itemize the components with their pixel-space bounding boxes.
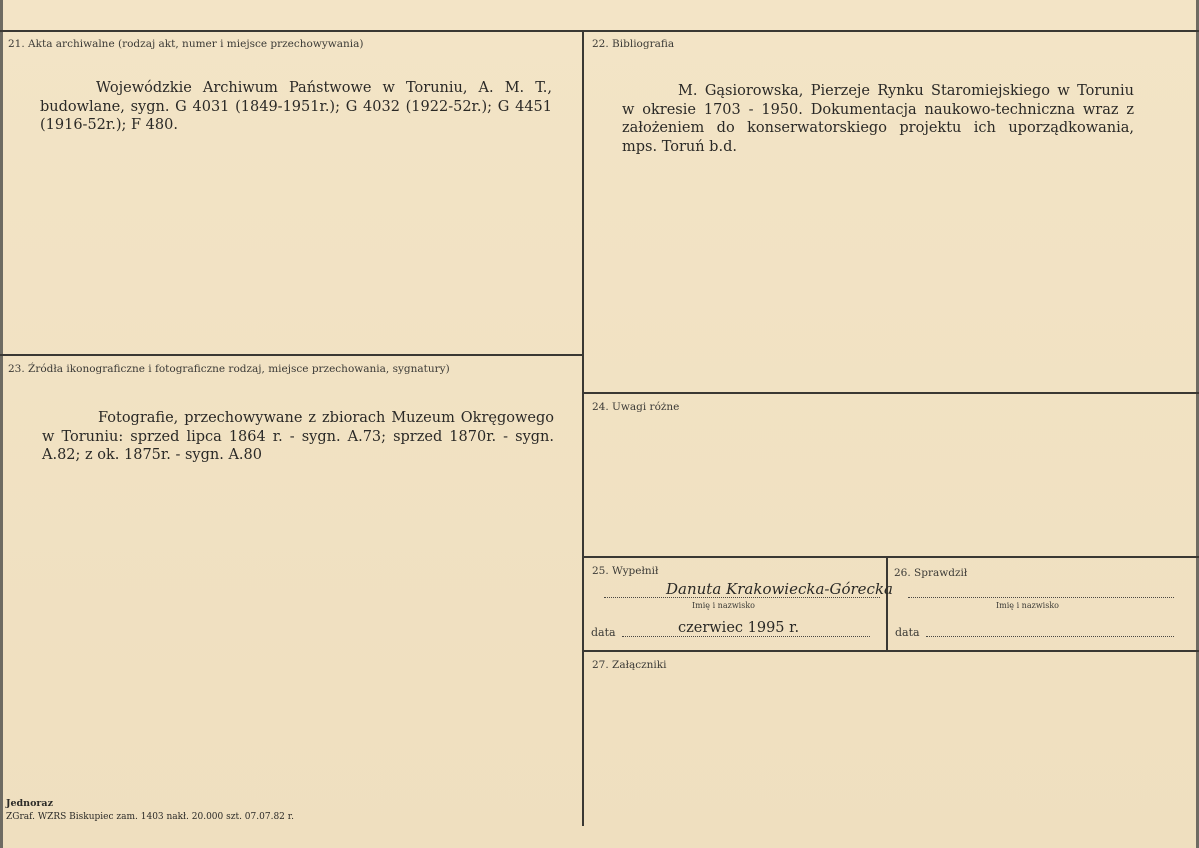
center-divider (582, 30, 584, 826)
section-27-label: 27. Załączniki (592, 659, 667, 671)
filled-by-name-line (604, 597, 880, 598)
checked-by-date-label: data (895, 626, 920, 639)
divider-22-24 (584, 392, 1199, 394)
left-edge (0, 0, 3, 848)
footer-line-2: ZGraf. WZRS Biskupiec zam. 1403 nakł. 20.000 szt. 07.07.82 r. (6, 812, 294, 822)
divider-25-27 (584, 650, 1199, 652)
divider-24-25 (584, 556, 1199, 558)
divider-25-26 (886, 556, 888, 652)
section-22-text: M. Gąsiorowska, Pierzeje Rynku Staromiejskiego w Toruniu w okresie 1703 - 1950. Dokumentacja naukowo-techniczna wraz z założeniem do konserwatorskiego projektu ich uporządkowania, mps. Toruń b.d. (622, 83, 1134, 155)
filled-by-name-caption: Imię i nazwisko (692, 601, 755, 610)
footer-line-1: Jednoraz (6, 798, 53, 809)
checked-by-name-line (908, 597, 1174, 598)
divider-21-23 (0, 354, 584, 356)
filled-by-name: Danuta Krakowiecka-Górecka (666, 580, 893, 598)
top-rule (0, 30, 1199, 32)
section-21-label: 21. Akta archiwalne (rodzaj akt, numer i miejsce przechowywania) (8, 38, 364, 50)
section-21-text: Wojewódzkie Archiwum Państwowe w Toruniu, A. M. T., budowlane, sygn. G 4031 (1849-1951r.); G 4032 (1922-52r.); G 4451 (1916-52r.); F 480. (40, 80, 552, 133)
section-25-label: 25. Wypełnił (592, 565, 659, 577)
section-26-label: 26. Sprawdził (894, 567, 968, 579)
filled-by-date-line (622, 636, 870, 637)
checked-by-name-caption: Imię i nazwisko (996, 601, 1059, 610)
section-24-label: 24. Uwagi różne (592, 401, 680, 413)
filled-by-date: czerwiec 1995 r. (678, 620, 800, 636)
section-23-label: 23. Źródła ikonograficzne i fotograficzne rodzaj, miejsce przechowania, sygnatury) (8, 363, 450, 375)
checked-by-date-line (926, 636, 1174, 637)
section-23-text: Fotografie, przechowywane z zbiorach Muzeum Okręgowego w Toruniu: sprzed lipca 1864 r. - sygn. A.73; sprzed 1870r. - sygn. A.82; z ok. 1875r. - sygn. A.80 (42, 410, 554, 463)
filled-by-date-label: data (591, 626, 616, 639)
section-22-label: 22. Bibliografia (592, 38, 675, 50)
